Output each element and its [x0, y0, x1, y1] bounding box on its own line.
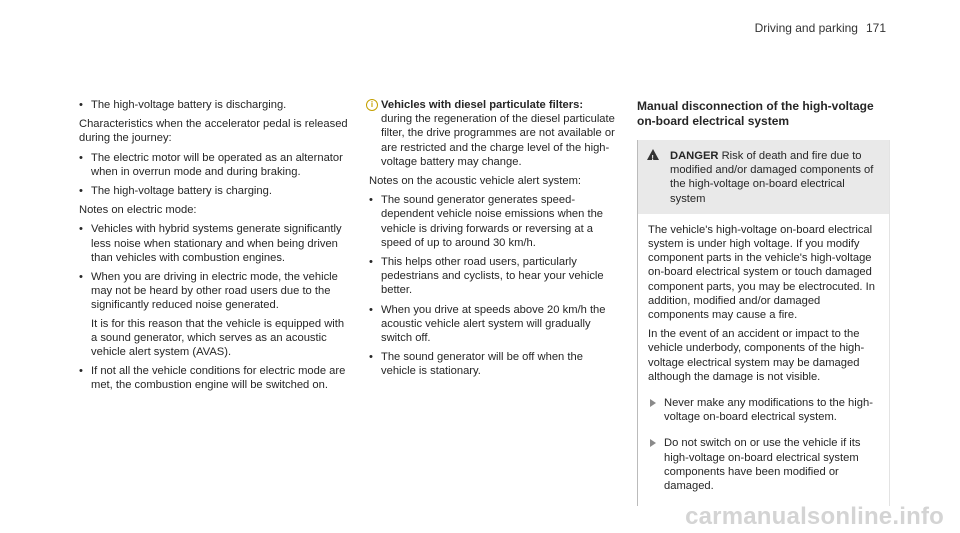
- middle-column: [369, 98, 617, 384]
- list-item-subtext: It is for this reason that the vehicle is equipped with a sound generator, which serves as an acoustic vehicle alert system (AVAS).: [91, 317, 345, 359]
- note-title: Vehicles with diesel particulate filters:: [381, 99, 584, 111]
- danger-label: DANGER: [670, 150, 719, 162]
- danger-header: [638, 140, 889, 214]
- paragraph: In the event of an accident or impact to the vehicle underbody, components of the high-voltage electrical system may be damaged although the damage is not visible.: [648, 328, 865, 383]
- action-item: [648, 436, 881, 493]
- left-column: [79, 98, 349, 398]
- danger-title: Risk of death and fire due to modified and/or damaged components of the high-voltage on-board electrical system: [670, 150, 874, 205]
- list-item: • Vehicles with hybrid systems generate significantly less noise when stationary and when being driven than vehicles with combustion engines.: [79, 222, 349, 265]
- paragraph: Characteristics when the accelerator pedal is released during the journey:: [79, 118, 348, 145]
- list-item: • The electric motor will be operated as an alternator when in overrun mode and during braking.: [79, 151, 349, 179]
- watermark: carmanualsonline.info: [685, 503, 944, 530]
- list-item: • The sound generator generates speed-dependent vehicle noise emissions when the vehicle is driving forwards or reversing at a speed of up to around 30 km/h.: [369, 193, 617, 250]
- arrow-right-icon: [650, 399, 656, 407]
- note-box: [369, 98, 617, 169]
- list-item: • The high-voltage battery is discharging.: [79, 98, 349, 112]
- section-heading: Manual disconnection of the high-voltage on-board electrical system: [637, 99, 874, 128]
- list-item: • When you drive at speeds above 20 km/h the acoustic vehicle alert system will gradually switch off.: [369, 303, 617, 346]
- paragraph: Notes on the acoustic vehicle alert system:: [369, 175, 582, 188]
- page-number: 171: [865, 21, 886, 35]
- list-item: • The high-voltage battery is charging.: [79, 184, 349, 198]
- note-text: during the regeneration of the diesel particulate filter, the drive programmes are not available or are restricted and the charge level of the high-voltage battery may change.: [381, 113, 615, 168]
- danger-box: [637, 140, 890, 506]
- warning-icon: !: [647, 149, 659, 160]
- action-text: Do not switch on or use the vehicle if its high-voltage on-board electrical system components have been modified or damaged.: [664, 437, 861, 493]
- action-text: Never make any modifications to the high-voltage on-board electrical system.: [664, 397, 873, 424]
- section-title: Driving and parking: [754, 21, 858, 35]
- paragraph: The vehicle's high-voltage on-board electrical system is under high voltage. If you modify component parts in the vehicle's high-voltage on-board electrical system or touch damaged component parts, you may be electrocuted. In addition, modified and/or damaged components may cause a fire.: [648, 223, 875, 322]
- right-column: [637, 98, 890, 506]
- list-item-text: When you are driving in electric mode, the vehicle may not be heard by other road users due to the significantly reduced noise generated.: [91, 271, 338, 312]
- action-item: [648, 396, 881, 424]
- list-item: • This helps other road users, particularly pedestrians and cyclists, to hear your vehicle better.: [369, 255, 617, 298]
- list-item: • If not all the vehicle conditions for electric mode are met, the combustion engine will be switched on.: [79, 364, 349, 392]
- danger-body: [638, 214, 889, 506]
- paragraph: Notes on electric mode:: [79, 204, 197, 217]
- info-icon: i: [366, 99, 378, 111]
- list-item: • The sound generator will be off when the vehicle is stationary.: [369, 350, 617, 378]
- arrow-right-icon: [650, 439, 656, 447]
- list-item: [79, 270, 349, 359]
- page-header: [755, 21, 886, 35]
